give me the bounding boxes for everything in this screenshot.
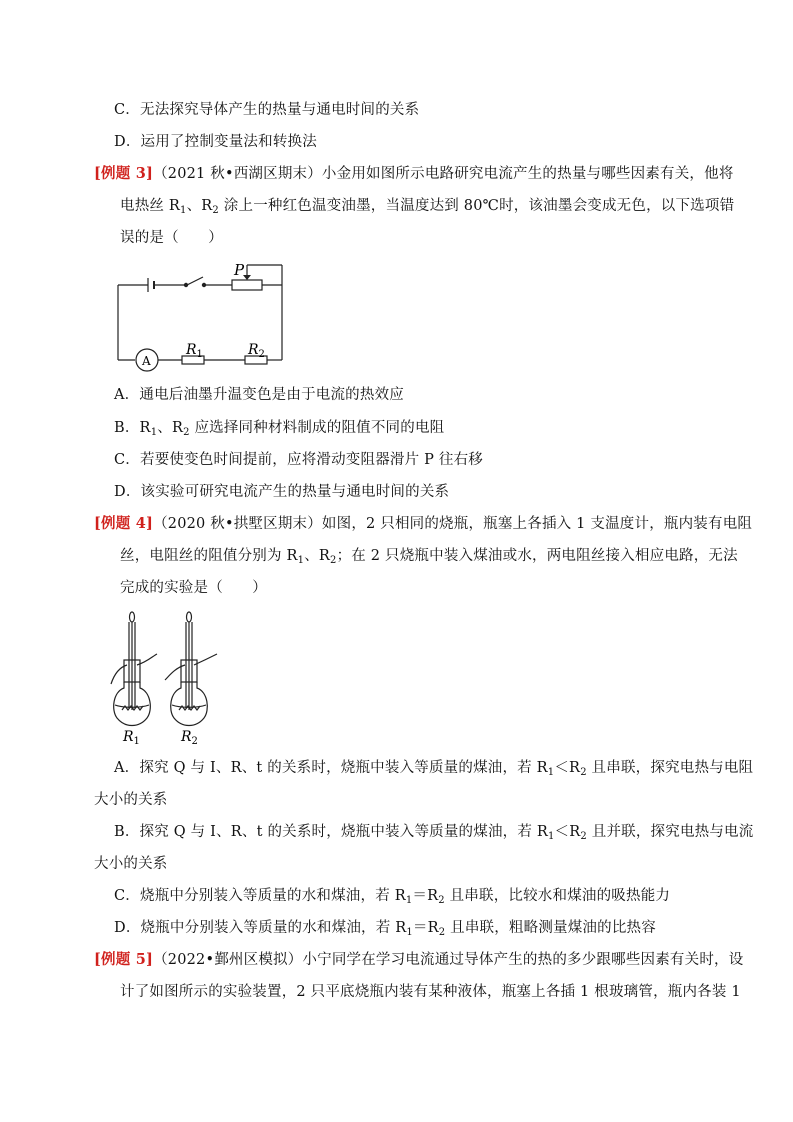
ex3-stem-text1: （2021 秋•西湖区期末）小金用如图所示电路研究电流产生的热量与哪些因素有关，他将 bbox=[153, 166, 734, 182]
ex4-opt-a-1c: 且串联，探究电热与电阻 bbox=[586, 760, 754, 776]
ex4-opt-d-a: D．烧瓶中分别装入等质量的水和煤油，若 R bbox=[114, 920, 407, 936]
ex4-sub-1: 1 bbox=[297, 555, 305, 566]
flask-2 bbox=[165, 612, 217, 726]
ex4-opt-c-a: C．烧瓶中分别装入等质量的水和煤油，若 R bbox=[114, 888, 406, 904]
ex3-stem-text2b: 、R bbox=[186, 198, 213, 214]
ex4-stem-text2c: ；在 2 只烧瓶中装入煤油或水，两电阻丝接入相应电路，无法 bbox=[336, 548, 738, 564]
ex3-opt-b-sub1: 1 bbox=[150, 427, 158, 438]
ex4-tag: [例题 4] bbox=[94, 515, 154, 532]
ex4-opt-a-1b: ＜R bbox=[554, 760, 581, 776]
ex4-opt-d-b: ＝R bbox=[412, 920, 439, 936]
ex3-stem-line2 bbox=[120, 196, 734, 216]
ex4-opt-c-sub2: 2 bbox=[438, 895, 445, 906]
ex4-stem-line3: 完成的实验是（ ） bbox=[120, 580, 267, 596]
ex3-sub-2: 2 bbox=[212, 205, 219, 216]
ex3-opt-b-b: 、R bbox=[157, 420, 184, 436]
ex4-opt-a-sub2: 2 bbox=[580, 767, 587, 778]
ex4-opt-b-1b: ＜R bbox=[554, 824, 581, 840]
ex4-option-a-line2: 大小的关系 bbox=[94, 792, 168, 808]
ex3-tag: [例题 3] bbox=[94, 165, 154, 182]
ex4-stem-text2a: 丝，电阻丝的阻值分别为 R bbox=[120, 548, 298, 564]
ex4-opt-d-c: 且串联，粗略测量煤油的比热容 bbox=[445, 920, 656, 936]
ex5-tag: [例题 5] bbox=[94, 951, 154, 968]
ex3-label-r1: $R_1$ bbox=[186, 342, 203, 360]
ex5-stem-line1 bbox=[94, 950, 743, 970]
ex3-option-a: A．通电后油墨升温变色是由于电流的热效应 bbox=[114, 387, 404, 403]
ex3-label-ammeter: A bbox=[142, 354, 151, 368]
ex4-option-b-line1 bbox=[114, 822, 753, 842]
ex4-flasks-diagram bbox=[105, 610, 225, 745]
ex4-opt-c-c: 且串联，比较水和煤油的吸热能力 bbox=[444, 888, 671, 904]
ex3-label-p: P bbox=[234, 261, 245, 279]
ex3-option-b bbox=[114, 418, 444, 438]
ex4-option-a-line1 bbox=[114, 758, 753, 778]
ex5-stem-line2: 计了如图所示的实验装置，2 只平底烧瓶内装有某种液体，瓶塞上各插 1 根玻璃管，瓶内各装 1 bbox=[120, 984, 741, 1000]
ex4-stem-text1: （2020 秋•拱墅区期末）如图，2 只相同的烧瓶，瓶塞上各插入 1 支温度计，瓶内装有电阻 bbox=[153, 516, 753, 532]
ex4-opt-b-sub2: 2 bbox=[580, 831, 587, 842]
ex3-opt-b-a: B．R bbox=[114, 420, 151, 436]
ex3-option-c: C．若要使变色时间提前，应将滑动变阻器滑片 P 往右移 bbox=[114, 452, 483, 468]
ex3-circuit-diagram bbox=[110, 255, 300, 375]
ex4-opt-d-sub2: 2 bbox=[438, 927, 446, 938]
ex4-opt-a-sub1: 1 bbox=[547, 767, 555, 778]
ex4-label-r1: $R_1$ bbox=[123, 729, 140, 745]
ex4-option-c bbox=[114, 886, 670, 906]
ex4-opt-b-sub1: 1 bbox=[547, 831, 555, 842]
ex4-sub-2: 2 bbox=[330, 555, 337, 566]
ex3-sub-1: 1 bbox=[180, 205, 187, 216]
ex4-opt-d-sub1: 1 bbox=[406, 927, 413, 938]
ex5-stem-text1: （2022•鄞州区模拟）小宁同学在学习电流通过导体产生的热的多少跟哪些因素有关时，设 bbox=[153, 952, 744, 968]
ex2-option-c: C．无法探究导体产生的热量与通电时间的关系 bbox=[114, 102, 420, 118]
ex3-stem-line1 bbox=[94, 164, 734, 184]
ex4-label-r2: $R_2$ bbox=[181, 729, 198, 745]
ex4-stem-text2b: 、R bbox=[304, 548, 331, 564]
ex2-option-d: D．运用了控制变量法和转换法 bbox=[114, 134, 317, 150]
ex4-option-b-line2: 大小的关系 bbox=[94, 856, 168, 872]
ex4-option-d bbox=[114, 918, 656, 938]
ex4-opt-a-1a: A．探究 Q 与 I、R、t 的关系时，烧瓶中装入等质量的煤油，若 R bbox=[114, 760, 548, 776]
ex3-label-r2: $R_2$ bbox=[248, 342, 265, 360]
ex4-opt-c-b: ＝R bbox=[412, 888, 439, 904]
ex3-stem-line3: 误的是（ ） bbox=[120, 230, 223, 246]
ex4-opt-b-1c: 且并联，探究电热与电流 bbox=[586, 824, 754, 840]
flask-1 bbox=[111, 612, 157, 726]
ex4-opt-c-sub1: 1 bbox=[405, 895, 413, 906]
ex3-opt-b-sub2: 2 bbox=[183, 427, 190, 438]
ex4-stem-line2 bbox=[120, 546, 738, 566]
ex3-stem-text2a: 电热丝 R bbox=[120, 198, 181, 214]
ex3-opt-b-c: 应选择同种材料制成的阻值不同的电阻 bbox=[189, 420, 445, 436]
ex4-stem-line1 bbox=[94, 514, 752, 534]
ex3-option-d: D．该实验可研究电流产生的热量与通电时间的关系 bbox=[114, 484, 450, 500]
ex3-slider-arrow bbox=[243, 275, 251, 280]
ex3-stem-text2c: 涂上一种红色温变油墨，当温度达到 80℃时，该油墨会变成无色，以下选项错 bbox=[218, 198, 735, 214]
ex4-opt-b-1a: B．探究 Q 与 I、R、t 的关系时，烧瓶中装入等质量的煤油，若 R bbox=[114, 824, 548, 840]
